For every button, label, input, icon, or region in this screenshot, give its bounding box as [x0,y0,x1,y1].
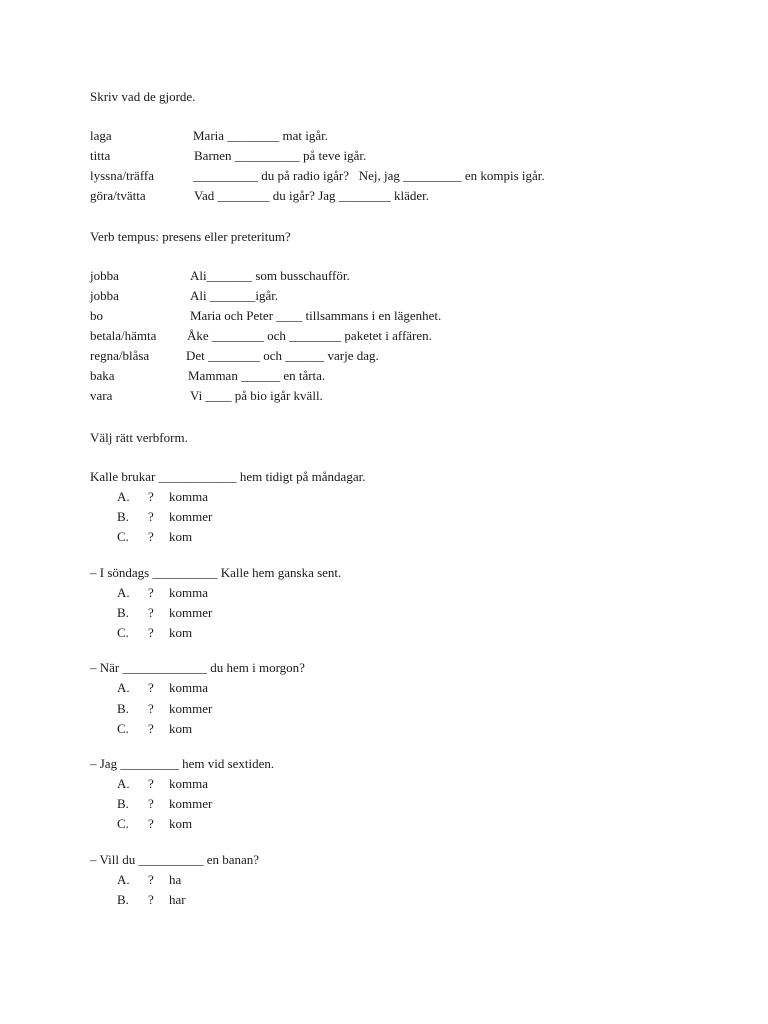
option-text: kom [169,721,193,736]
exercise-sentence: Maria och Peter ____ tillsammans i en lägenhet. [190,308,442,323]
verb-label: jobba [90,268,119,283]
option-letter: A. [117,489,130,504]
verb-label: laga [90,128,112,143]
option-mark: ? [148,585,154,600]
option-text: kommer [169,796,213,811]
option-text: kommer [169,509,213,524]
option-letter: C. [117,816,129,831]
option-letter: A. [117,776,130,791]
option-text: ha [169,872,182,887]
question-prompt: – I söndags __________ Kalle hem ganska sent. [90,565,342,580]
question-prompt: – Jag _________ hem vid sextiden. [90,756,275,771]
option-mark: ? [148,721,154,736]
option-mark: ? [148,892,154,907]
section3-heading: Välj rätt verbform. [90,430,188,445]
question-prompt: – När _____________ du hem i morgon? [90,660,305,675]
option-mark: ? [148,625,154,640]
option-text: komma [169,680,208,695]
option-letter: B. [117,892,129,907]
option-text: komma [169,776,208,791]
verb-label: baka [90,368,115,383]
option-mark: ? [148,796,154,811]
verb-label: betala/hämta [90,328,157,343]
option-letter: B. [117,796,129,811]
question-prompt: – Vill du __________ en banan? [90,852,260,867]
option-letter: C. [117,721,129,736]
option-mark: ? [148,680,154,695]
option-mark: ? [148,816,154,831]
question-prompt: Kalle brukar ____________ hem tidigt på måndagar. [90,469,366,484]
verb-label: jobba [90,288,119,303]
option-text: kommer [169,605,213,620]
exercise-sentence: Vad ________ du igår? Jag ________ kläder. [194,188,430,203]
option-letter: C. [117,529,129,544]
option-letter: B. [117,605,129,620]
option-text: kommer [169,701,213,716]
exercise-sentence: Maria ________ mat igår. [193,128,329,143]
option-letter: A. [117,585,130,600]
option-mark: ? [148,489,154,504]
option-text: komma [169,585,208,600]
option-text: komma [169,489,208,504]
option-text: kom [169,816,193,831]
option-mark: ? [148,701,154,716]
verb-label: göra/tvätta [90,188,146,203]
option-letter: C. [117,625,129,640]
option-mark: ? [148,509,154,524]
option-mark: ? [148,529,154,544]
option-text: kom [169,625,193,640]
exercise-sentence: Vi ____ på bio igår kväll. [190,388,323,403]
verb-label: vara [90,388,113,403]
option-mark: ? [148,605,154,620]
exercise-sentence: Mamman ______ en tårta. [188,368,326,383]
verb-label: regna/blåsa [90,348,150,363]
verb-label: lyssna/träffa [90,168,155,183]
option-letter: A. [117,872,130,887]
option-text: har [169,892,186,907]
option-letter: B. [117,701,129,716]
exercise-sentence: Ali _______igår. [190,288,279,303]
option-letter: B. [117,509,129,524]
exercise-sentence: Barnen __________ på teve igår. [194,148,367,163]
verb-label: titta [90,148,111,163]
verb-label: bo [90,308,103,323]
section1-heading: Skriv vad de gjorde. [90,89,196,104]
exercise-sentence: __________ du på radio igår? Nej, jag _________ en kompis igår. [193,168,545,183]
exercise-sentence: Det ________ och ______ varje dag. [186,348,379,363]
exercise-sentence: Åke ________ och ________ paketet i affären. [187,328,432,343]
section2-heading: Verb tempus: presens eller preteritum? [90,229,291,244]
option-letter: A. [117,680,130,695]
option-mark: ? [148,776,154,791]
option-text: kom [169,529,193,544]
option-mark: ? [148,872,154,887]
exercise-sentence: Ali_______ som busschaufför. [190,268,350,283]
